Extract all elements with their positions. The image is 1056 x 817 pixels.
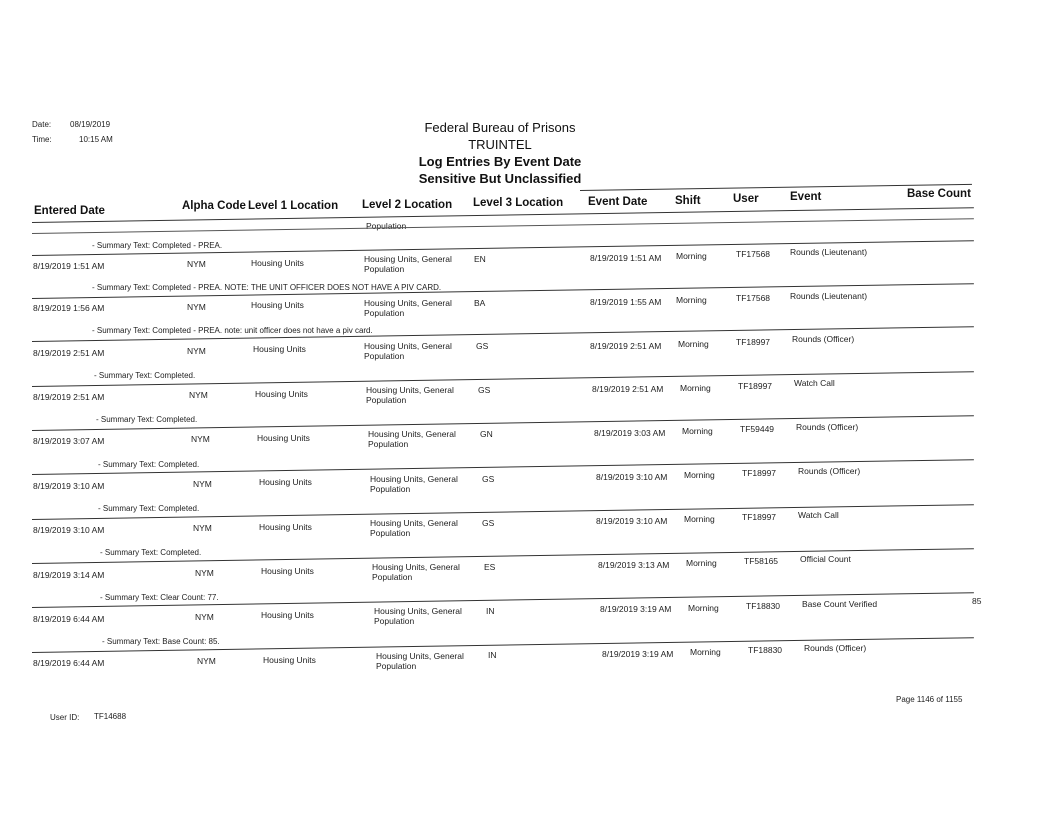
event: Base Count Verified: [802, 599, 878, 609]
entered-date: 8/19/2019 2:51 AM: [33, 348, 105, 358]
summary-text: - Summary Text: Completed - PREA. note: unit officer does not have a piv card.: [92, 326, 373, 335]
alpha-code: NYM: [197, 656, 216, 666]
event: Watch Call: [798, 510, 839, 520]
level-2-location: Housing Units, General Population: [368, 429, 456, 449]
level-2-location: Housing Units, General Population: [374, 606, 462, 626]
level-1-location: Housing Units: [251, 258, 304, 268]
event-date: 8/19/2019 3:03 AM: [594, 428, 666, 438]
user: TF18830: [746, 601, 781, 611]
summary-text: - Summary Text: Completed.: [94, 371, 196, 380]
level-1-location: Housing Units: [261, 566, 314, 576]
shift: Morning: [676, 295, 707, 305]
shift: Morning: [684, 470, 715, 480]
summary-text: - Summary Text: Completed - PREA. NOTE: THE UNIT OFFICER DOES NOT HAVE A PIV CARD.: [92, 283, 442, 292]
shift: Morning: [676, 251, 707, 261]
alpha-code: NYM: [195, 612, 214, 622]
event-date: 8/19/2019 1:55 AM: [590, 297, 662, 307]
shift: Morning: [678, 339, 709, 349]
date-label: Date:: [32, 120, 52, 129]
level-1-location: Housing Units: [261, 610, 314, 620]
page-number: Page 1146 of 1155: [896, 695, 963, 704]
user-id-value: TF14688: [94, 712, 127, 721]
summary-text: - Summary Text: Completed.: [96, 415, 198, 424]
summary-text: - Summary Text: Completed.: [98, 460, 200, 469]
event-date: 8/19/2019 3:10 AM: [596, 516, 668, 526]
shift: Morning: [682, 426, 713, 436]
user: TF18830: [748, 645, 783, 655]
entered-date: 8/19/2019 3:10 AM: [33, 481, 105, 491]
level-2-location: Housing Units, General Population: [364, 298, 452, 318]
level-1-location: Housing Units: [253, 344, 306, 354]
summary-text: - Summary Text: Base Count: 85.: [102, 637, 220, 646]
level-3-location: GS: [478, 385, 491, 395]
time-label: Time:: [32, 135, 52, 144]
entered-date: 8/19/2019 3:14 AM: [33, 570, 105, 580]
base-count: 85: [972, 596, 982, 606]
col-entered-date: Entered Date: [34, 205, 105, 217]
shift: Morning: [684, 514, 715, 524]
summary-text: - Summary Text: Completed.: [98, 504, 200, 513]
col-level-1-location: Level 1 Location: [248, 200, 339, 212]
event-date: 8/19/2019 3:13 AM: [598, 560, 670, 570]
alpha-code: NYM: [187, 346, 206, 356]
date-value: 08/19/2019: [70, 120, 111, 129]
report-title-system: TRUINTEL: [468, 137, 532, 152]
user: TF18997: [742, 512, 777, 522]
report-title-classification: Sensitive But Unclassified: [418, 171, 582, 186]
event: Official Count: [800, 554, 851, 564]
entered-date: 8/19/2019 6:44 AM: [33, 658, 105, 668]
level-1-location: Housing Units: [257, 433, 310, 443]
user: TF18997: [742, 468, 777, 478]
alpha-code: NYM: [187, 259, 206, 269]
event-date: 8/19/2019 3:19 AM: [600, 604, 672, 614]
user: TF18997: [736, 337, 771, 347]
shift: Morning: [686, 558, 717, 568]
alpha-code: NYM: [189, 390, 208, 400]
alpha-code: NYM: [195, 568, 214, 578]
entered-date: 8/19/2019 1:51 AM: [33, 261, 105, 271]
event: Rounds (Officer): [796, 422, 859, 432]
event: Rounds (Officer): [798, 466, 861, 476]
carryover-text: Population: [366, 221, 407, 231]
event-date: 8/19/2019 3:19 AM: [602, 649, 674, 659]
event: Rounds (Officer): [792, 334, 855, 344]
col-event: Event: [790, 191, 822, 203]
level-2-location: Housing Units, General Population: [366, 385, 454, 405]
alpha-code: NYM: [193, 479, 212, 489]
summary-text: - Summary Text: Completed - PREA.: [92, 241, 223, 250]
level-3-location: IN: [486, 606, 495, 616]
level-3-location: GS: [482, 474, 495, 484]
summary-text: - Summary Text: Completed.: [100, 548, 202, 557]
shift: Morning: [688, 603, 719, 613]
event: Rounds (Officer): [804, 643, 867, 653]
entered-date: 8/19/2019 3:07 AM: [33, 436, 105, 446]
entered-date: 8/19/2019 6:44 AM: [33, 614, 105, 624]
level-2-location: Housing Units, General Population: [364, 341, 452, 361]
event-date: 8/19/2019 3:10 AM: [596, 472, 668, 482]
level-2-location: Housing Units, General Population: [372, 562, 460, 582]
level-2-location: Housing Units, General Population: [376, 651, 464, 671]
col-alpha-code: Alpha Code: [182, 200, 246, 212]
level-3-location: EN: [474, 254, 486, 264]
event: Rounds (Lieutenant): [790, 247, 868, 257]
event: Watch Call: [794, 378, 835, 388]
level-2-location: Housing Units, General Population: [370, 474, 458, 494]
user: TF59449: [740, 424, 775, 434]
level-3-location: GN: [480, 429, 493, 439]
col-level-2-location: Level 2 Location: [362, 199, 453, 211]
level-1-location: Housing Units: [251, 300, 304, 310]
col-level-3-location: Level 3 Location: [473, 197, 564, 209]
level-2-location: Housing Units, General Population: [370, 518, 458, 538]
entered-date: 8/19/2019 2:51 AM: [33, 392, 105, 402]
user: TF17568: [736, 249, 771, 259]
level-3-location: IN: [488, 650, 497, 660]
level-3-location: BA: [474, 298, 486, 308]
alpha-code: NYM: [191, 434, 210, 444]
entered-date: 8/19/2019 3:10 AM: [33, 525, 105, 535]
report-title-name: Log Entries By Event Date: [418, 154, 582, 169]
level-3-location: GS: [476, 341, 489, 351]
level-1-location: Housing Units: [255, 389, 308, 399]
level-3-location: GS: [482, 518, 495, 528]
alpha-code: NYM: [193, 523, 212, 533]
event-date: 8/19/2019 2:51 AM: [590, 341, 662, 351]
alpha-code: NYM: [187, 302, 206, 312]
event-date: 8/19/2019 1:51 AM: [590, 253, 662, 263]
col-user: User: [733, 193, 759, 205]
shift: Morning: [690, 647, 721, 657]
shift: Morning: [680, 383, 711, 393]
time-value: 10:15 AM: [79, 135, 113, 144]
user: TF58165: [744, 556, 779, 566]
level-1-location: Housing Units: [259, 522, 312, 532]
user: TF18997: [738, 381, 773, 391]
col-base-count: Base Count: [907, 188, 971, 200]
level-3-location: ES: [484, 562, 496, 572]
user: TF17568: [736, 293, 771, 303]
report-title-agency: Federal Bureau of Prisons: [424, 120, 576, 135]
level-1-location: Housing Units: [263, 655, 316, 665]
user-id-label: User ID:: [50, 713, 80, 722]
col-event-date: Event Date: [588, 196, 648, 208]
col-shift: Shift: [675, 195, 701, 207]
entered-date: 8/19/2019 1:56 AM: [33, 303, 105, 313]
level-1-location: Housing Units: [259, 477, 312, 487]
level-2-location: Housing Units, General Population: [364, 254, 452, 274]
summary-text: - Summary Text: Clear Count: 77.: [100, 593, 219, 602]
event-date: 8/19/2019 2:51 AM: [592, 384, 664, 394]
event: Rounds (Lieutenant): [790, 291, 868, 301]
